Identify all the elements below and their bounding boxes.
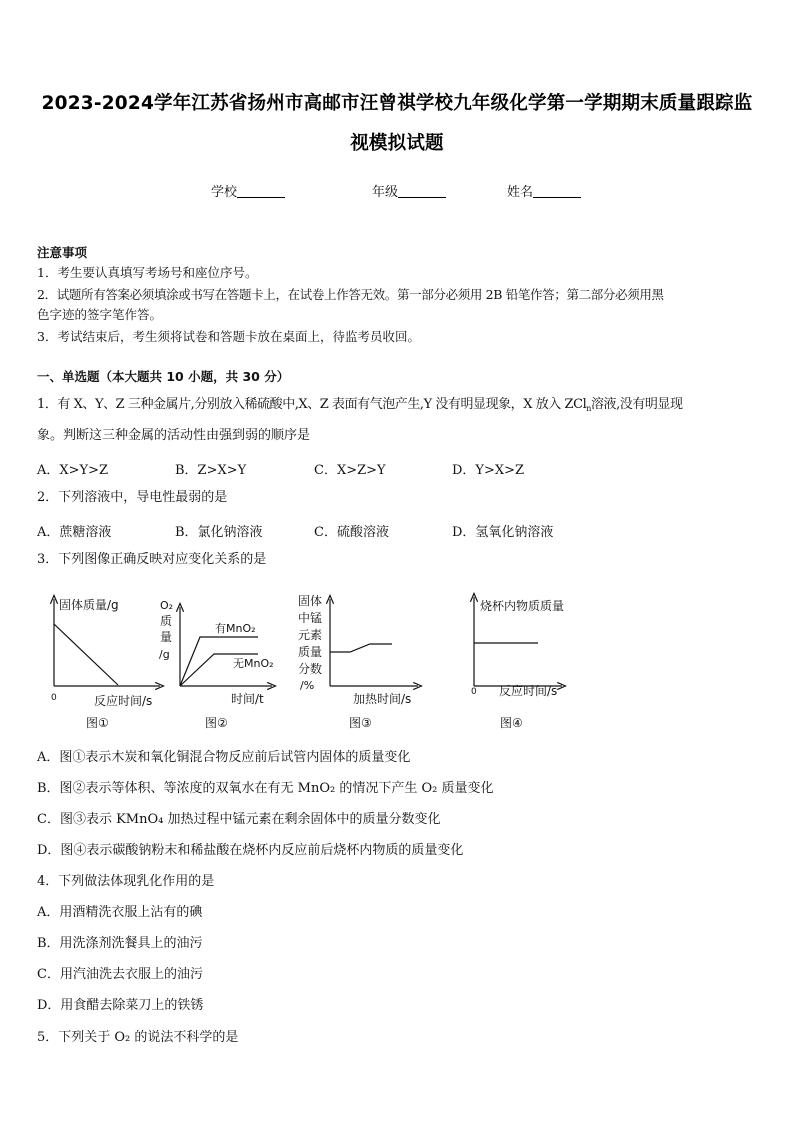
school-field bbox=[211, 181, 285, 200]
graph-4-ylabel: 烧杯内物质质量 bbox=[480, 599, 565, 613]
graph-1-xlabel: 反应时间/s bbox=[94, 694, 153, 708]
notice-item: 色字迹的签字笔作答。 bbox=[37, 307, 163, 322]
graph-3-xlabel: 加热时间/s bbox=[353, 692, 412, 706]
graph-2-caption: 图② bbox=[205, 716, 228, 730]
graph-1-caption: 图① bbox=[86, 716, 109, 730]
q1-option-c[interactable]: C．X>Z>Y bbox=[314, 463, 386, 478]
question-5-stem: 5．下列关于 O₂ 的说法不科学的是 bbox=[37, 1030, 239, 1045]
q4-option-b[interactable]: B．用洗涤剂洗餐具上的油污 bbox=[37, 936, 203, 951]
graph-3-ylabel-1: 固体 bbox=[298, 594, 323, 608]
graph-3-ylabel-6: /% bbox=[300, 679, 315, 692]
q1-option-b[interactable]: B．Z>X>Y bbox=[175, 463, 247, 478]
graph-4 bbox=[471, 597, 564, 730]
name-blank bbox=[533, 185, 581, 198]
q2-option-d[interactable]: D．氢氧化钠溶液 bbox=[452, 525, 554, 540]
q4-option-d[interactable]: D．用食醋去除菜刀上的铁锈 bbox=[37, 998, 204, 1013]
graph-3 bbox=[298, 593, 418, 730]
graph-3-ylabel-3: 元素 bbox=[298, 628, 323, 642]
q1-text-a: 1．有 X、Y、Z 三种金属片,分别放入稀硫酸中,X、Z 表面有气泡产生,Y 没有明显现象，X 放入 ZCl bbox=[37, 397, 587, 412]
graph-4-xlabel: 反应时间/s bbox=[499, 684, 558, 698]
graph-1 bbox=[51, 597, 160, 730]
q3-option-b[interactable]: B．图②表示等体积、等浓度的双氧水在有无 MnO₂ 的情况下产生 O₂ 质量变化 bbox=[37, 781, 494, 796]
notice-item: 1．考生要认真填写考场号和座位序号。 bbox=[37, 265, 258, 280]
section-heading: 一、单选题（本大题共 10 小题，共 30 分） bbox=[37, 369, 290, 384]
graph-1-curve bbox=[54, 624, 118, 685]
notice-item: 3．考试结束后，考生须将试卷和答题卡放在桌面上，待监考员收回。 bbox=[37, 329, 420, 344]
graph-3-ylabel-2: 中锰 bbox=[298, 611, 323, 625]
q2-option-b[interactable]: B．氯化钠溶液 bbox=[175, 525, 263, 540]
q3-option-d[interactable]: D．图④表示碳酸钠粉末和稀盐酸在烧杯内反应前后烧杯内物质的质量变化 bbox=[37, 843, 464, 858]
graph-1-origin: 0 bbox=[51, 693, 57, 703]
graph-4-origin: 0 bbox=[471, 687, 477, 697]
q1-subscript: n bbox=[586, 404, 591, 413]
graph-4-caption: 图④ bbox=[500, 716, 523, 730]
page-title-line2: 视模拟试题 bbox=[350, 133, 444, 154]
graph-2-ylabel-3: 量 bbox=[160, 630, 173, 644]
question-2-stem: 2．下列溶液中，导电性最弱的是 bbox=[37, 490, 228, 505]
q3-option-c[interactable]: C．图③表示 KMnO₄ 加热过程中锰元素在剩余固体中的质量分数变化 bbox=[37, 812, 441, 827]
notice-item: 2．试题所有答案必须填涂或书写在答题卡上，在试卷上作答无效。第一部分必须用 2B 铅笔作答；第二部分必须用黑 bbox=[37, 287, 664, 302]
graph-2-ylabel-2: 质 bbox=[160, 614, 173, 628]
q4-option-c[interactable]: C．用汽油洗去衣服上的油污 bbox=[37, 967, 203, 982]
q3-graphs-figure bbox=[0, 585, 794, 745]
q1-option-d[interactable]: D．Y>X>Z bbox=[452, 463, 525, 478]
graph-3-curve bbox=[330, 644, 392, 652]
grade-label: 年级 bbox=[372, 185, 399, 200]
school-blank bbox=[237, 185, 285, 198]
graph-3-caption: 图③ bbox=[349, 716, 372, 730]
q2-option-a[interactable]: A．蔗糖溶液 bbox=[37, 525, 112, 540]
name-label: 姓名 bbox=[507, 185, 534, 200]
notice-heading: 注意事项 bbox=[37, 245, 88, 260]
grade-field bbox=[372, 181, 446, 200]
q1-text-b: 溶液,没有明显现 bbox=[591, 397, 683, 412]
question-1-stem bbox=[37, 397, 683, 417]
question-3-stem: 3．下列图像正确反映对应变化关系的是 bbox=[37, 552, 267, 567]
graph-2-ylabel-1: O₂ bbox=[160, 599, 174, 612]
graph-2-ylabel-4: /g bbox=[159, 648, 170, 661]
graph-2-xlabel: 时间/t bbox=[231, 692, 264, 706]
graph-3-ylabel-4: 质量 bbox=[298, 645, 323, 659]
school-label: 学校 bbox=[211, 185, 238, 200]
graph-2 bbox=[159, 599, 274, 730]
question-4-stem: 4．下列做法体现乳化作用的是 bbox=[37, 874, 215, 889]
question-1-stem-line2: 象。判断这三种金属的活动性由强到弱的顺序是 bbox=[37, 428, 311, 443]
q1-option-a[interactable]: A．X>Y>Z bbox=[37, 463, 109, 478]
q2-option-c[interactable]: C．硫酸溶液 bbox=[314, 525, 389, 540]
q3-option-a[interactable]: A．图①表示木炭和氧化铜混合物反应前后试管内固体的质量变化 bbox=[37, 750, 411, 765]
graph-3-ylabel-5: 分数 bbox=[298, 662, 323, 676]
graph-1-ylabel: 固体质量/g bbox=[59, 598, 119, 612]
grade-blank bbox=[398, 185, 446, 198]
graph-2-label-upper: 有MnO₂ bbox=[215, 622, 256, 635]
q4-option-a[interactable]: A．用酒精洗衣服上沾有的碘 bbox=[37, 905, 203, 920]
graph-2-label-lower: 无MnO₂ bbox=[233, 657, 274, 670]
name-field bbox=[507, 181, 581, 200]
page-title-line1: 2023-2024学年江苏省扬州市高邮市汪曾祺学校九年级化学第一学期期末质量跟踪监 bbox=[41, 93, 753, 114]
